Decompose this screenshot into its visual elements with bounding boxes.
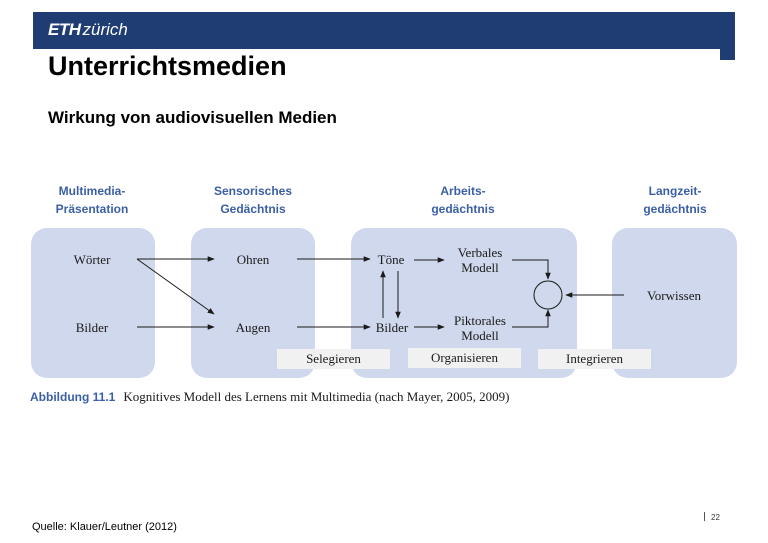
column-heading-line: gedächtnis [643, 202, 707, 216]
integration-node [534, 281, 562, 309]
column-heading-line: Gedächtnis [220, 202, 286, 216]
node-pictorial-model-line: Piktorales [454, 313, 506, 328]
node-verbal-model-line: Modell [461, 260, 499, 275]
slide-title: Unterrichtsmedien [48, 51, 287, 81]
page-number-divider [704, 512, 705, 521]
figure-caption-label: Abbildung 11.1 [30, 390, 116, 404]
column-heading-line: Sensorisches [213, 184, 293, 198]
process-integrieren: Integrieren [538, 349, 651, 369]
node-vorwissen: Vorwissen [647, 288, 701, 303]
node-bilder-working: Bilder [375, 320, 409, 335]
column-heading-line: Langzeit- [648, 184, 702, 198]
figure-caption [30, 389, 510, 405]
arrow-verbal-integration [512, 260, 548, 279]
logo-eth-text: ETH [48, 20, 81, 39]
node-ohren: Ohren [236, 252, 270, 267]
arrow-pictorial-integration [512, 310, 548, 327]
node-pictorial-model-line: Modell [461, 328, 499, 343]
node-pictorial-model [446, 313, 514, 343]
node-bilder-presentation: Bilder [75, 320, 109, 335]
column-heading-line: Präsentation [55, 202, 129, 216]
slide-subtitle: Wirkung von audiovisuellen Medien [48, 108, 337, 127]
process-organisieren: Organisieren [408, 348, 521, 368]
logo-zurich-text: zürich [82, 20, 128, 39]
source-note: Quelle: Klauer/Leutner (2012) [32, 521, 177, 533]
figure-caption-text: Kognitives Modell des Lernens mit Multimedia (nach Mayer, 2005, 2009) [123, 389, 510, 404]
page-number-value: 22 [711, 513, 720, 522]
arrow-woerter-augen [137, 259, 214, 314]
node-woerter: Wörter [73, 252, 111, 267]
node-augen: Augen [235, 320, 271, 335]
page-number [704, 512, 720, 524]
node-verbal-model-line: Verbales [457, 245, 503, 260]
node-toene: Töne [377, 252, 405, 267]
process-selegieren: Selegieren [277, 349, 390, 369]
column-heading-line: Multimedia- [58, 184, 126, 198]
column-heading-line: gedächtnis [431, 202, 495, 216]
column-heading-line: Arbeits- [440, 184, 486, 198]
node-verbal-model [446, 245, 514, 275]
